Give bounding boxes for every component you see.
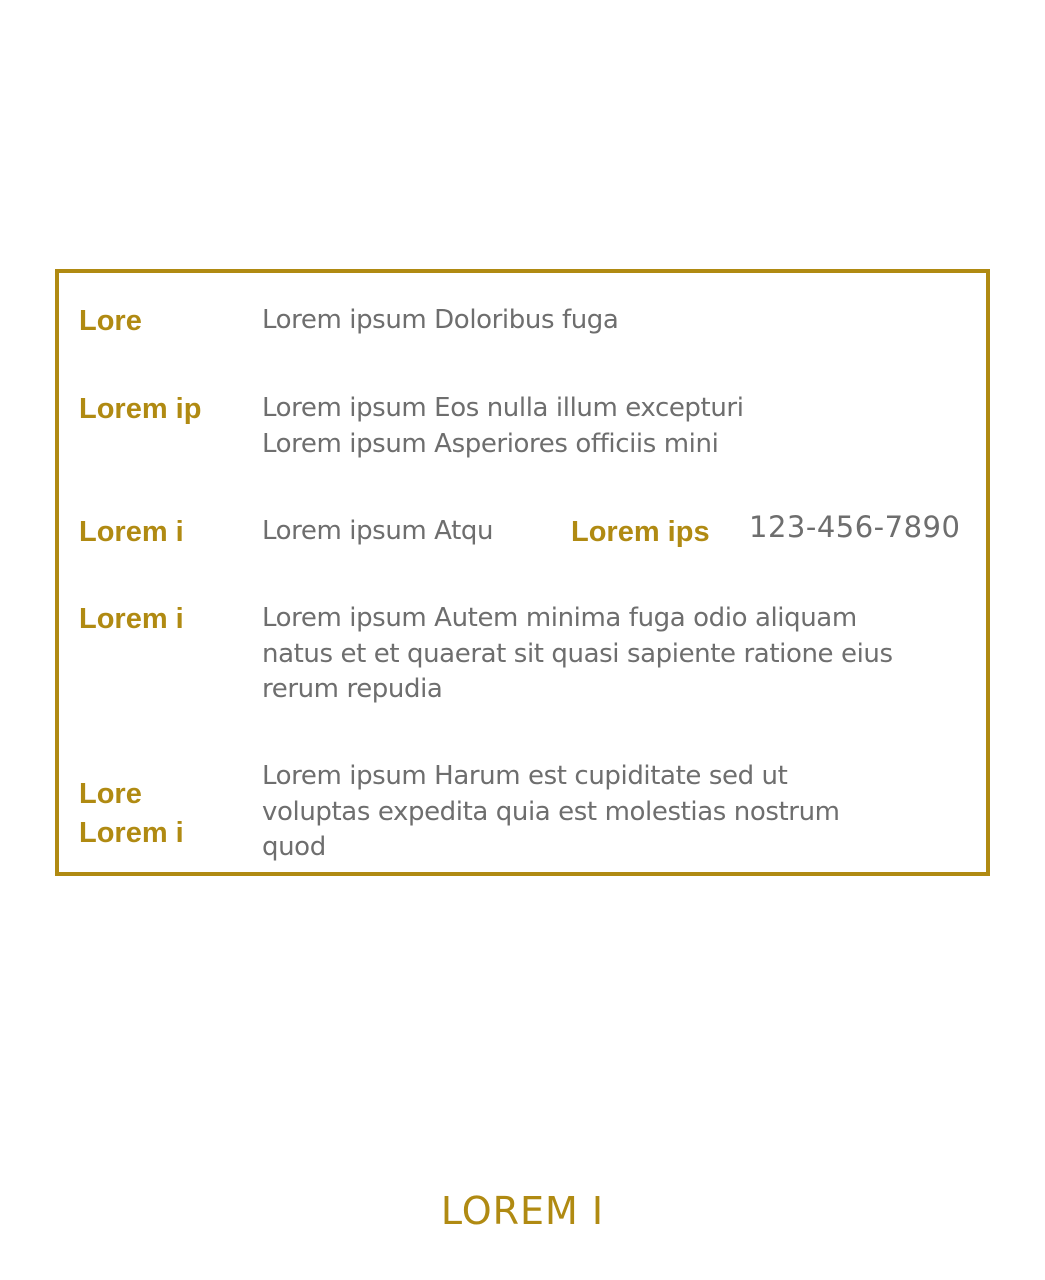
row-5-value-line-2: voluptas expedita quia est molestias nostrum xyxy=(262,796,840,827)
row-3-value-line-1: Lorem ipsum Atqu xyxy=(262,516,494,546)
row-3-inline-label: Lorem ips xyxy=(571,516,710,548)
row-5-label-line-2: Lorem i xyxy=(79,817,184,849)
row-1-label: Lore xyxy=(79,305,142,337)
row-5-value-line-1: Lorem ipsum Harum est cupiditate sed ut xyxy=(262,761,788,791)
row-4-value-line-2: natus et et quaerat sit quasi sapiente ratione eius xyxy=(262,638,893,669)
row-4-value-line-1: Lorem ipsum Autem minima fuga odio aliquam xyxy=(262,603,857,633)
row-5-label-line-1: Lore xyxy=(79,778,142,810)
row-2-value-line-2: Lorem ipsum Asperiores officiis mini xyxy=(262,428,719,459)
footer-title: LOREM I xyxy=(440,1189,605,1233)
row-3-value xyxy=(262,514,493,550)
row-1-value-line-1: Lorem ipsum Doloribus fuga xyxy=(262,305,619,335)
row-1-value xyxy=(262,303,618,339)
row-4-value-line-3: rerum repudia xyxy=(262,674,443,704)
row-2-value xyxy=(262,391,744,462)
row-2-label: Lorem ip xyxy=(79,393,202,425)
row-2-value-line-1: Lorem ipsum Eos nulla illum excepturi xyxy=(262,393,744,423)
row-3-label: Lorem i xyxy=(79,516,184,548)
row-4-value xyxy=(262,601,893,708)
row-4-label: Lorem i xyxy=(79,603,184,635)
info-card xyxy=(55,269,990,876)
row-5-value xyxy=(262,759,840,866)
phone-number: 123-456-7890 xyxy=(749,510,961,544)
row-5-value-line-3: quod xyxy=(262,832,326,862)
